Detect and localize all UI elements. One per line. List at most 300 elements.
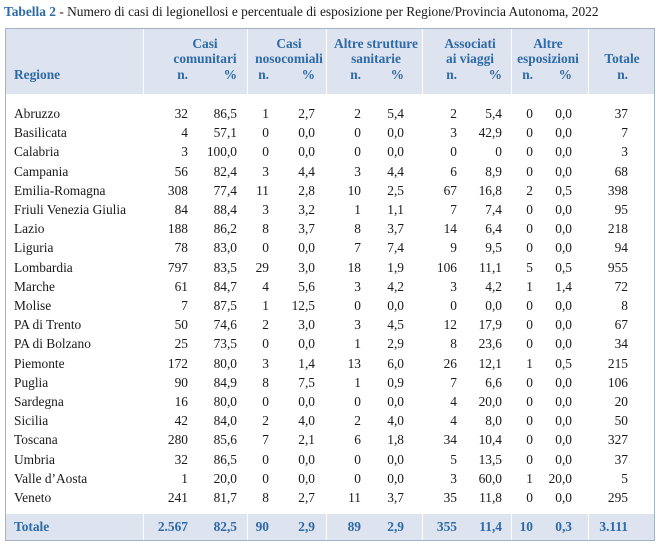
value-cell: 42,9 [478, 125, 502, 141]
value-cell: 355 [436, 519, 457, 534]
value-cell: 11,4 [479, 519, 502, 534]
value-cell: 89 [347, 519, 361, 534]
value-cell: 0 [354, 451, 361, 467]
value-cell: 20,0 [548, 470, 572, 486]
value-cell: 2,7 [298, 490, 315, 505]
value-cell: 2,5 [387, 182, 404, 198]
region-cell: Piemonte [14, 355, 65, 371]
value-cell: 0 [262, 240, 269, 256]
value-cell: 8,0 [485, 413, 502, 429]
value-cell: 68 [614, 163, 628, 179]
value-cell: 17,9 [478, 317, 502, 333]
caption-text: Numero di casi di legionellosi e percentuale di esposizione per Regione/Provincia Autonoma, 2022 [67, 4, 599, 19]
value-cell: 6 [450, 163, 457, 179]
header-pct: % [390, 67, 404, 82]
value-cell: 0 [526, 202, 533, 217]
value-cell: 4,4 [387, 163, 404, 179]
region-cell: Basilicata [14, 125, 67, 141]
value-cell: 20,0 [213, 470, 237, 486]
value-cell: 3 [450, 278, 457, 294]
value-cell: 0 [526, 144, 533, 160]
value-cell: 0,0 [555, 490, 572, 505]
value-cell: 0 [354, 144, 361, 160]
value-cell: 12,1 [478, 355, 502, 371]
value-cell: 84,9 [213, 374, 237, 390]
value-cell: 0 [526, 394, 533, 409]
value-cell: 327 [607, 432, 628, 448]
value-cell: 37 [614, 451, 628, 467]
value-cell: 0 [354, 394, 361, 409]
value-cell: 1 [526, 355, 533, 371]
value-cell: 3 [354, 278, 361, 294]
header-group-line2: ai viaggi [446, 51, 494, 66]
value-cell: 11 [348, 490, 361, 505]
value-cell: 7 [181, 298, 188, 313]
value-cell: 86,2 [213, 221, 237, 237]
value-cell: 83,5 [213, 259, 237, 275]
header-n: n. [617, 67, 628, 82]
value-cell: 4 [450, 394, 457, 409]
value-cell: 4 [450, 413, 457, 429]
value-cell: 0 [526, 451, 533, 467]
value-cell: 85,6 [213, 432, 237, 448]
value-cell: 95 [614, 202, 628, 217]
value-cell: 0,0 [555, 221, 572, 237]
value-cell: 5 [450, 451, 457, 467]
value-cell: 0,5 [555, 259, 572, 275]
value-cell: 34 [614, 336, 628, 352]
value-cell: 0,3 [555, 519, 572, 534]
value-cell: 1 [262, 298, 269, 313]
value-cell: 3,7 [387, 221, 404, 237]
region-cell: Toscana [14, 432, 58, 448]
value-cell: 2.567 [157, 519, 188, 534]
region-cell: Abruzzo [14, 106, 61, 121]
region-cell: Totale [14, 519, 50, 534]
table-row [6, 450, 654, 469]
value-cell: 1,4 [555, 278, 572, 294]
value-cell: 2,9 [387, 336, 404, 352]
value-cell: 0,0 [555, 298, 572, 313]
value-cell: 5,4 [387, 106, 404, 121]
header-group-line2: esposizioni [517, 51, 579, 66]
value-cell: 10 [519, 519, 533, 534]
value-cell: 5,6 [298, 278, 315, 294]
table-row [6, 315, 654, 334]
value-cell: 0,0 [555, 432, 572, 448]
header-group-line2: nosocomiali [255, 51, 323, 66]
value-cell: 8 [262, 490, 269, 505]
value-cell: 398 [607, 182, 628, 198]
table-row [6, 373, 654, 392]
header-group-line1: Altre [533, 36, 563, 51]
value-cell: 11 [256, 182, 269, 198]
value-cell: 82,5 [213, 519, 237, 534]
value-cell: 4,0 [387, 413, 404, 429]
value-cell: 8 [450, 336, 457, 352]
value-cell: 4 [262, 278, 269, 294]
value-cell: 12 [443, 317, 457, 333]
value-cell: 11,1 [479, 259, 502, 275]
value-cell: 0,0 [555, 451, 572, 467]
value-cell: 2 [354, 413, 361, 429]
value-cell: 0 [526, 374, 533, 390]
value-cell: 80,0 [213, 355, 237, 371]
value-cell: 88,4 [213, 202, 237, 217]
value-cell: 81,7 [213, 490, 237, 505]
value-cell: 0 [526, 490, 533, 505]
value-cell: 797 [167, 259, 188, 275]
value-cell: 0 [526, 163, 533, 179]
value-cell: 4,0 [298, 413, 315, 429]
value-cell: 1,1 [387, 202, 404, 217]
value-cell: 72 [614, 278, 628, 294]
value-cell: 0,0 [298, 470, 315, 486]
value-cell: 7,4 [387, 240, 404, 256]
value-cell: 0 [354, 298, 361, 313]
header-pct: % [488, 67, 502, 82]
value-cell: 16,8 [478, 182, 502, 198]
table-row [6, 277, 654, 296]
value-cell: 1 [262, 106, 269, 121]
value-cell: 2,9 [298, 519, 315, 534]
table-row [6, 296, 654, 315]
value-cell: 50 [174, 317, 188, 333]
value-cell: 4,2 [485, 278, 502, 294]
value-cell: 280 [167, 432, 188, 448]
caption-label: Tabella 2 [4, 4, 56, 19]
value-cell: 0 [526, 336, 533, 352]
header-pct: % [223, 67, 237, 82]
value-cell: 3 [262, 202, 269, 217]
value-cell: 84,7 [213, 278, 237, 294]
region-cell: Molise [14, 298, 52, 313]
value-cell: 60,0 [478, 470, 502, 486]
value-cell: 0,0 [555, 125, 572, 141]
value-cell: 1 [181, 470, 188, 486]
table-row [6, 123, 654, 142]
value-cell: 26 [443, 355, 457, 371]
region-cell: Lazio [14, 221, 45, 237]
value-cell: 3 [354, 317, 361, 333]
value-cell: 3 [181, 144, 188, 160]
value-cell: 7 [354, 240, 361, 256]
table-row [6, 258, 654, 277]
value-cell: 56 [174, 163, 188, 179]
value-cell: 5,4 [485, 106, 502, 121]
region-cell: Friuli Venezia Giulia [14, 202, 127, 217]
value-cell: 32 [174, 106, 188, 121]
value-cell: 0,0 [555, 144, 572, 160]
value-cell: 2 [262, 413, 269, 429]
value-cell: 18 [347, 259, 361, 275]
value-cell: 5 [526, 259, 533, 275]
value-cell: 5 [621, 470, 628, 486]
region-cell: Campania [14, 163, 69, 179]
value-cell: 90 [174, 374, 188, 390]
header-n: n. [177, 67, 188, 82]
value-cell: 42 [174, 413, 188, 429]
value-cell: 3 [354, 163, 361, 179]
value-cell: 86,5 [213, 451, 237, 467]
value-cell: 0,0 [555, 374, 572, 390]
value-cell: 67 [443, 182, 457, 198]
value-cell: 0,0 [555, 106, 572, 121]
header-pct: % [301, 67, 315, 82]
table-row [6, 354, 654, 373]
value-cell: 0 [450, 144, 457, 160]
value-cell: 37 [614, 106, 628, 121]
value-cell: 0,0 [555, 163, 572, 179]
value-cell: 35 [443, 490, 457, 505]
value-cell: 83,0 [213, 240, 237, 256]
value-cell: 8 [262, 221, 269, 237]
value-cell: 4 [181, 125, 188, 141]
header-group-line1: Altre strutture [334, 36, 418, 51]
value-cell: 6,6 [485, 374, 502, 390]
value-cell: 82,4 [213, 163, 237, 179]
value-cell: 0 [450, 298, 457, 313]
value-cell: 32 [174, 451, 188, 467]
value-cell: 67 [614, 317, 628, 333]
header-group-line1: Casi [192, 36, 218, 51]
header-n: n. [350, 67, 361, 82]
value-cell: 0,5 [555, 182, 572, 198]
value-cell: 1,9 [387, 259, 404, 275]
value-cell: 25 [174, 336, 188, 352]
value-cell: 0 [526, 106, 533, 121]
value-cell: 3,7 [298, 221, 315, 237]
value-cell: 20 [614, 394, 628, 409]
region-cell: Calabria [14, 144, 60, 160]
value-cell: 0 [262, 470, 269, 486]
value-cell: 100,0 [206, 144, 237, 160]
value-cell: 188 [167, 221, 188, 237]
value-cell: 13 [347, 355, 361, 371]
table-row [6, 181, 654, 200]
value-cell: 0,0 [485, 298, 502, 313]
value-cell: 0 [262, 451, 269, 467]
header-group-line2: sanitarie [351, 51, 401, 66]
region-cell: Liguria [14, 240, 54, 256]
value-cell: 1 [526, 470, 533, 486]
value-cell: 0 [526, 298, 533, 313]
value-cell: 12,5 [291, 298, 315, 313]
value-cell: 0,0 [387, 451, 404, 467]
table-row [6, 104, 654, 123]
value-cell: 0 [262, 144, 269, 160]
value-cell: 106 [436, 259, 457, 275]
header-n: n. [446, 67, 457, 82]
value-cell: 0 [526, 240, 533, 256]
value-cell: 0,9 [387, 374, 404, 390]
value-cell: 10 [347, 182, 361, 198]
value-cell: 3,2 [298, 202, 315, 217]
table-row [6, 162, 654, 181]
region-cell: Sardegna [14, 394, 64, 409]
value-cell: 3,0 [298, 317, 315, 333]
header-group-line1: Associati [444, 36, 496, 51]
value-cell: 1 [354, 336, 361, 352]
value-cell: 1 [526, 278, 533, 294]
table-row [6, 142, 654, 161]
value-cell: 1 [354, 374, 361, 390]
value-cell: 215 [607, 355, 628, 371]
value-cell: 20,0 [478, 394, 502, 409]
region-cell: Umbria [14, 451, 55, 467]
value-cell: 2 [354, 106, 361, 121]
header-pct: % [558, 67, 572, 82]
region-cell: Marche [14, 278, 55, 294]
value-cell: 7 [621, 125, 628, 141]
value-cell: 8 [354, 221, 361, 237]
value-cell: 0 [526, 221, 533, 237]
value-cell: 78 [174, 240, 188, 256]
value-cell: 3 [450, 470, 457, 486]
value-cell: 0,0 [387, 125, 404, 141]
value-cell: 74,6 [213, 317, 237, 333]
region-cell: PA di Bolzano [14, 336, 91, 352]
value-cell: 6 [354, 432, 361, 448]
table-row [6, 411, 654, 430]
value-cell: 0,0 [555, 394, 572, 409]
total-row [6, 517, 654, 536]
value-cell: 23,6 [478, 336, 502, 352]
value-cell: 3 [450, 125, 457, 141]
header-n: n. [258, 67, 269, 82]
value-cell: 0,0 [555, 202, 572, 217]
value-cell: 7,4 [485, 202, 502, 217]
region-cell: Emilia-Romagna [14, 182, 106, 198]
value-cell: 0,0 [298, 394, 315, 409]
region-cell: PA di Trento [14, 317, 82, 333]
value-cell: 7,5 [298, 374, 315, 390]
value-cell: 218 [607, 221, 628, 237]
value-cell: 295 [607, 490, 628, 505]
value-cell: 0 [262, 336, 269, 352]
value-cell: 0 [262, 394, 269, 409]
value-cell: 0,0 [298, 240, 315, 256]
value-cell: 0 [354, 470, 361, 486]
value-cell: 87,5 [213, 298, 237, 313]
value-cell: 955 [607, 259, 628, 275]
region-cell: Puglia [14, 374, 49, 390]
value-cell: 0 [526, 317, 533, 333]
table-caption [4, 3, 660, 21]
value-cell: 84 [174, 202, 188, 217]
value-cell: 9 [450, 240, 457, 256]
value-cell: 8,9 [485, 163, 502, 179]
table-row [6, 488, 654, 507]
value-cell: 86,5 [213, 106, 237, 121]
header-regione: Regione [14, 67, 61, 82]
value-cell: 11,8 [479, 490, 502, 505]
value-cell: 94 [614, 240, 628, 256]
value-cell: 7 [450, 202, 457, 217]
value-cell: 0 [526, 413, 533, 429]
value-cell: 0,0 [298, 336, 315, 352]
data-table [5, 28, 655, 541]
value-cell: 241 [167, 490, 188, 505]
value-cell: 77,4 [213, 182, 237, 198]
table-row [6, 430, 654, 449]
value-cell: 3,0 [298, 259, 315, 275]
value-cell: 1 [354, 202, 361, 217]
value-cell: 0,0 [298, 451, 315, 467]
value-cell: 2,1 [298, 432, 315, 448]
value-cell: 0,0 [555, 317, 572, 333]
value-cell: 0,0 [555, 240, 572, 256]
value-cell: 80,0 [213, 394, 237, 409]
value-cell: 73,5 [213, 336, 237, 352]
header-group-line2: comunitari [173, 51, 237, 66]
value-cell: 0 [526, 432, 533, 448]
value-cell: 0 [354, 125, 361, 141]
value-cell: 3 [262, 355, 269, 371]
value-cell: 4,2 [387, 278, 404, 294]
table-row [6, 219, 654, 238]
value-cell: 2,8 [298, 182, 315, 198]
value-cell: 172 [167, 355, 188, 371]
table-row [6, 469, 654, 488]
value-cell: 2,7 [298, 106, 315, 121]
value-cell: 0,0 [298, 144, 315, 160]
value-cell: 9,5 [485, 240, 502, 256]
region-cell: Veneto [14, 490, 52, 505]
value-cell: 84,0 [213, 413, 237, 429]
value-cell: 0,0 [387, 394, 404, 409]
value-cell: 0,0 [555, 413, 572, 429]
value-cell: 57,1 [213, 125, 237, 141]
value-cell: 7 [450, 374, 457, 390]
caption-separator: - [55, 4, 68, 19]
value-cell: 6,0 [387, 355, 404, 371]
header-group-line1: Casi [276, 36, 302, 51]
value-cell: 8 [262, 374, 269, 390]
table-row [6, 334, 654, 353]
value-cell: 3.111 [599, 519, 628, 534]
value-cell: 6,4 [485, 221, 502, 237]
value-cell: 0 [262, 125, 269, 141]
value-cell: 3 [262, 163, 269, 179]
value-cell: 308 [167, 182, 188, 198]
header-n: n. [522, 67, 533, 82]
header-totale: Totale [604, 51, 640, 66]
value-cell: 0,0 [387, 144, 404, 160]
value-cell: 0,0 [387, 298, 404, 313]
value-cell: 90 [255, 519, 269, 534]
value-cell: 7 [262, 432, 269, 448]
value-cell: 29 [255, 259, 269, 275]
value-cell: 2,9 [387, 519, 404, 534]
value-cell: 10,4 [478, 432, 502, 448]
table-row [6, 392, 654, 411]
value-cell: 50 [614, 413, 628, 429]
value-cell: 34 [443, 432, 457, 448]
value-cell: 3,7 [387, 490, 404, 505]
value-cell: 0 [495, 144, 502, 160]
value-cell: 2 [450, 106, 457, 121]
value-cell: 0,0 [387, 470, 404, 486]
value-cell: 0 [526, 125, 533, 141]
value-cell: 1,4 [298, 355, 315, 371]
table-row [6, 238, 654, 257]
value-cell: 4,5 [387, 317, 404, 333]
table-row [6, 200, 654, 219]
value-cell: 0,0 [298, 125, 315, 141]
value-cell: 2 [526, 182, 533, 198]
value-cell: 0,0 [555, 336, 572, 352]
